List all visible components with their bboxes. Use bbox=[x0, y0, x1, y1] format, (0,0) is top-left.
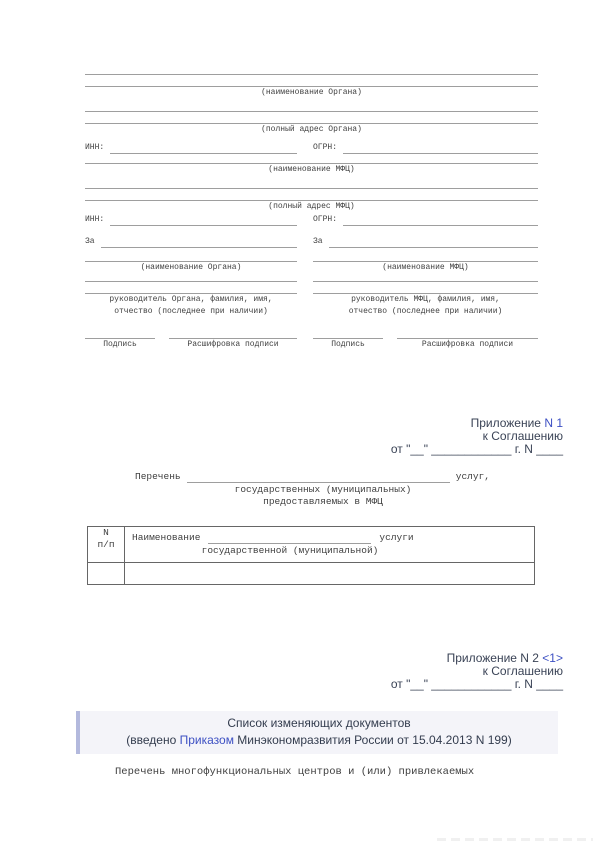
amendments-source bbox=[80, 732, 558, 749]
mfc-address-caption: (полный адрес МФЦ) bbox=[268, 202, 355, 211]
services-list-heading bbox=[85, 470, 538, 507]
annex-date-line: от "__" ____________ г. N ____ bbox=[390, 677, 563, 691]
org-address-caption: (полный адрес Органа) bbox=[261, 125, 362, 134]
za-blank bbox=[329, 235, 538, 248]
npp-line1: N bbox=[103, 527, 109, 538]
za-label: За bbox=[85, 237, 95, 246]
annex-1-link[interactable]: N 1 bbox=[544, 416, 563, 430]
annex-title-text: Приложение N 2 bbox=[446, 651, 539, 665]
inn-blank bbox=[110, 141, 297, 154]
blank-line bbox=[85, 281, 297, 282]
za-label: За bbox=[313, 237, 323, 246]
annex-subtitle: к Соглашению bbox=[482, 429, 563, 443]
signatures-row bbox=[85, 338, 538, 351]
table-name-caption: государственной (муниципальной) bbox=[201, 545, 379, 556]
perechen-line3: предоставляемых в МФЦ bbox=[263, 496, 383, 507]
za-row bbox=[85, 235, 538, 248]
mfc-head-caption: руководитель МФЦ, фамилия, имя, bbox=[351, 295, 500, 304]
za-blank bbox=[101, 235, 297, 248]
blank-line bbox=[85, 111, 538, 112]
table-name-suffix: услуги bbox=[379, 532, 414, 543]
signature-name-caption: Расшифровка подписи bbox=[421, 340, 514, 349]
mfc-name-caption: (наименование МФЦ) bbox=[382, 263, 469, 272]
org-head-caption: руководитель Органа, фамилия, имя, bbox=[109, 295, 273, 304]
perechen-label: Перечень bbox=[135, 471, 181, 482]
signature-name-caption: Расшифровка подписи bbox=[187, 340, 279, 349]
ogrn-blank bbox=[343, 213, 538, 226]
annex-2-footnote-link[interactable]: <1> bbox=[542, 651, 563, 665]
amendments-title: Список изменяющих документов bbox=[227, 716, 411, 730]
signature-caption: Подпись bbox=[103, 340, 137, 349]
table-row bbox=[88, 563, 535, 585]
blank-line bbox=[85, 74, 538, 75]
annex-date-line: от "__" ____________ г. N ____ bbox=[390, 442, 563, 456]
table-name-label: Наименование bbox=[132, 532, 201, 543]
ogrn-blank bbox=[343, 141, 538, 154]
annex-title-text: Приложение bbox=[470, 416, 541, 430]
table-cell-empty bbox=[125, 563, 535, 585]
signature-caption: Подпись bbox=[331, 340, 365, 349]
perechen-blank bbox=[187, 470, 450, 483]
mfc-name-caption: (наименование МФЦ) bbox=[268, 165, 355, 174]
mfc-head-caption: отчество (последнее при наличии) bbox=[348, 307, 503, 316]
ogrn-label: ОГРН: bbox=[313, 215, 338, 224]
table-cell-empty bbox=[88, 563, 125, 585]
amendments-source-prefix: (введено bbox=[126, 733, 177, 747]
services-table bbox=[87, 526, 535, 585]
org-inn-ogrn-row bbox=[85, 141, 538, 154]
za-captions-row bbox=[85, 261, 538, 274]
heads-row bbox=[85, 281, 538, 318]
perechen-caption: государственных (муниципальных) bbox=[234, 484, 412, 495]
blank-line bbox=[85, 188, 538, 189]
org-name-caption: (наименование Органа) bbox=[140, 263, 242, 272]
prikaz-link[interactable]: Приказом bbox=[179, 733, 234, 747]
annex-subtitle: к Соглашению bbox=[482, 664, 563, 678]
page-break-marker bbox=[437, 838, 593, 841]
perechen-suffix: услуг, bbox=[455, 471, 490, 482]
amendments-source-suffix: Минэкономразвития России от 15.04.2013 N 199) bbox=[237, 733, 512, 747]
inn-blank bbox=[110, 213, 297, 226]
table-header-name bbox=[125, 527, 535, 563]
annex-1-header bbox=[85, 417, 563, 456]
blank-line bbox=[313, 281, 538, 282]
table-header-row bbox=[88, 527, 535, 563]
inn-label: ИНН: bbox=[85, 143, 105, 152]
npp-line2: п/п bbox=[97, 539, 115, 550]
annex-2-header bbox=[85, 652, 563, 691]
org-head-caption: отчество (последнее при наличии) bbox=[114, 307, 268, 316]
mfc-inn-ogrn-row bbox=[85, 213, 538, 226]
table-name-blank bbox=[208, 531, 371, 544]
org-name-caption: (наименование Органа) bbox=[261, 88, 362, 97]
amendments-box bbox=[76, 711, 558, 754]
mfc-list-heading: Перечень многофункциональных центров и (или) привлекаемых bbox=[115, 766, 475, 778]
ogrn-label: ОГРН: bbox=[313, 143, 338, 152]
table-header-npp bbox=[88, 527, 125, 563]
inn-label: ИНН: bbox=[85, 215, 105, 224]
